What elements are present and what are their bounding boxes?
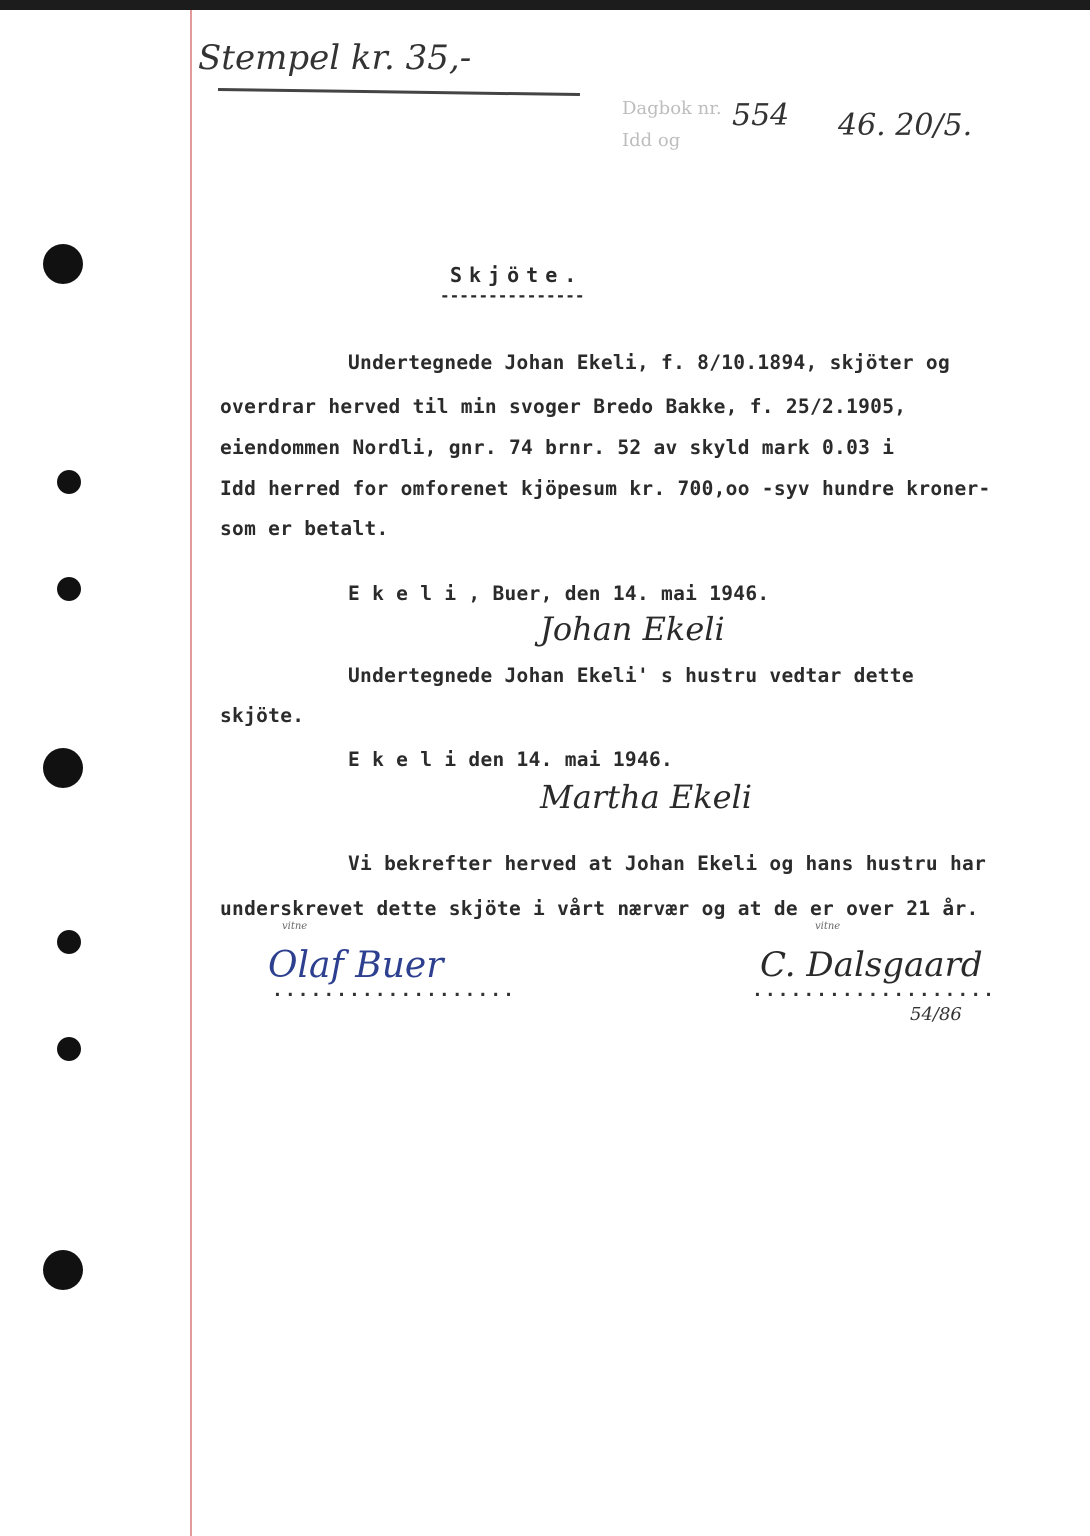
witness-right-dotted-line: ................... <box>752 980 996 1001</box>
document-title: Skjöte. <box>450 263 584 287</box>
stamp-fee-underline <box>218 88 580 96</box>
witness-line: underskrevet dette skjöte i vårt nærvær og at de er over 21 år. <box>220 897 979 920</box>
punch-hole <box>43 1250 83 1290</box>
witness-line: Vi bekrefter herved at Johan Ekeli og hans hustru har <box>348 852 987 875</box>
punch-hole <box>57 470 81 494</box>
place-date-2: E k e l i den 14. mai 1946. <box>348 748 674 771</box>
title-underline: --------------- <box>440 286 585 305</box>
faded-stamp-line-1: Dagbok nr. <box>622 98 722 119</box>
body-line: overdrar herved til min svoger Bredo Bakke, f. 25/2.1905, <box>220 395 907 418</box>
punch-hole <box>57 930 81 954</box>
witness-left-signature: Olaf Buer <box>268 945 444 986</box>
punch-hole <box>57 1037 81 1061</box>
body-line: eiendommen Nordli, gnr. 74 brnr. 52 av skyld mark 0.03 i <box>220 436 895 459</box>
punch-hole <box>57 577 81 601</box>
witness-right-signature: C. Dalsgaard <box>760 945 983 985</box>
record-date: 46. 20/5. <box>838 108 973 143</box>
body-line: Idd herred for omforenet kjöpesum kr. 700,oo -syv hundre kroner- <box>220 477 991 500</box>
scan-top-border <box>0 0 1090 10</box>
margin-line <box>190 10 192 1536</box>
consent-line: skjöte. <box>220 704 305 727</box>
witness-left-label: vitne <box>282 921 308 932</box>
witness-left-dotted-line: ................... <box>272 980 516 1001</box>
signature-martha-ekeli: Martha Ekeli <box>540 778 753 816</box>
body-line: Undertegnede Johan Ekeli, f. 8/10.1894, skjöter og <box>348 351 950 374</box>
punch-hole <box>43 244 83 284</box>
record-number: 554 <box>732 98 790 133</box>
witness-right-note: 54/86 <box>910 1004 962 1025</box>
signature-johan-ekeli: Johan Ekeli <box>540 610 725 648</box>
stamp-fee-note: Stempel kr. 35,- <box>198 38 472 78</box>
faded-stamp-line-2: Idd og <box>622 130 681 151</box>
consent-line: Undertegnede Johan Ekeli' s hustru vedtar dette <box>348 664 914 687</box>
place-date-1: E k e l i , Buer, den 14. mai 1946. <box>348 582 770 605</box>
body-line: som er betalt. <box>220 517 389 540</box>
punch-hole <box>43 748 83 788</box>
witness-right-label: vitne <box>815 921 841 932</box>
